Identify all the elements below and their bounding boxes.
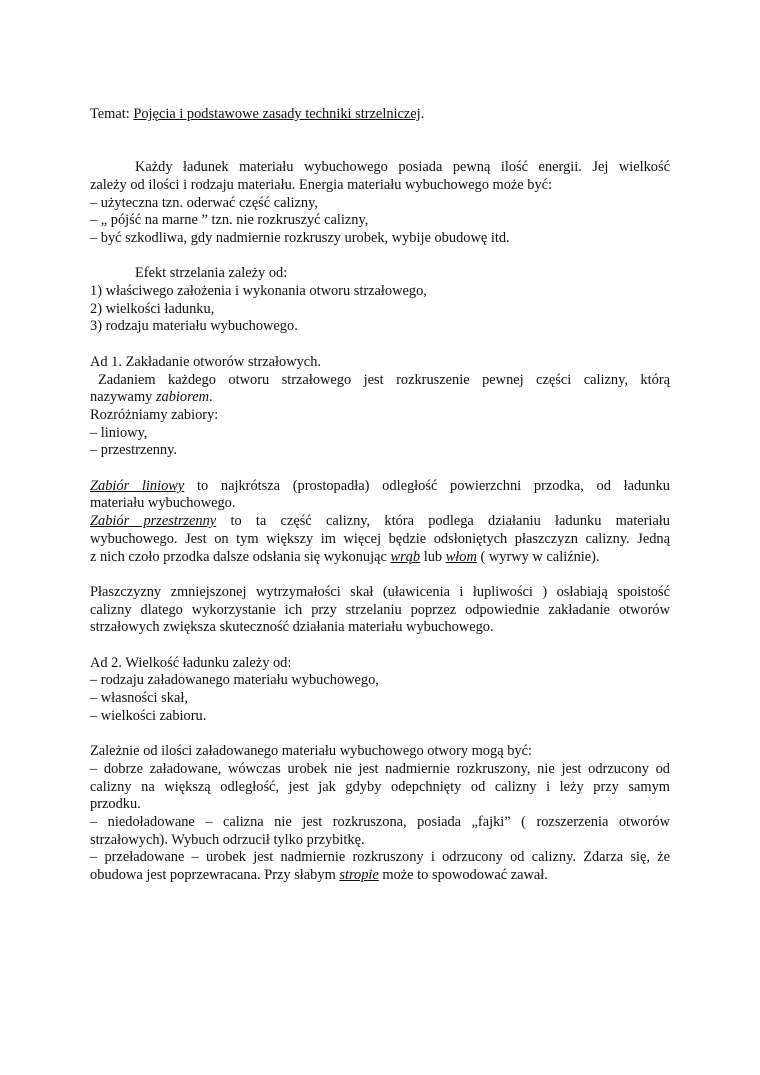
over-line-2-end: może to spowodować zawał. bbox=[378, 867, 548, 884]
linear-line-1-text: to najkrótsza (prostopadła) odległość powierzchni przodka, od ładunku bbox=[184, 477, 670, 494]
planes-line-2: calizny dlatego wykorzystanie ich przy strzelaniu poprzez odpowiednie zakładanie otworów bbox=[90, 601, 670, 618]
spatial-line-2: wybuchowego. Jest on tym większy im więcej będzie odsłoniętych płaszczyzn calizny. Jedną bbox=[90, 530, 670, 547]
ad1-line-1: Zadaniem każdego otworu strzałowego jest rozkruszenie pewnej części calizny, którą bbox=[98, 371, 670, 388]
linear-line-1 bbox=[90, 478, 670, 496]
list-item: – rodzaju załadowanego materiału wybuchowego, bbox=[90, 672, 379, 689]
list-item: 1) właściwego założenia i wykonania otworu strzałowego, bbox=[90, 283, 427, 299]
ad2-heading: Ad 2. Wielkość ładunku zależy od: bbox=[90, 654, 292, 671]
over-line-2 bbox=[90, 867, 670, 885]
under-line-1: – niedoładowane – calizna nie jest rozkruszona, posiada „fajki” ( rozszerzenia otworów bbox=[90, 814, 670, 831]
term-zabior: zabiorem bbox=[155, 389, 209, 406]
term-wrab: wrąb bbox=[390, 548, 421, 565]
under-line-2: strzałowych). Wybuch odrzucił tylko przybitkę. bbox=[90, 831, 365, 848]
list-item: – „ pójść na marne ” tzn. nie rozkruszyć calizny, bbox=[90, 212, 369, 229]
effect-heading: Efekt strzelania zależy od: bbox=[135, 265, 288, 282]
ad1-heading: Ad 1. Zakładanie otworów strzałowych. bbox=[90, 353, 321, 370]
spatial-line-1-text: to ta część calizny, która podlega działaniu ładunku materiału bbox=[216, 513, 670, 530]
list-item: – przestrzenny. bbox=[90, 442, 177, 459]
term-wlom: włom bbox=[445, 548, 477, 565]
term-linear: Zabiór liniowy bbox=[90, 477, 185, 494]
document-page bbox=[90, 106, 670, 885]
list-item: – wielkości zabioru. bbox=[90, 707, 207, 724]
ad1-line-2-text: nazywamy bbox=[90, 389, 156, 406]
over-line-1: – przeładowane – urobek jest nadmiernie rozkruszony i odrzucony od calizny. Zdarza się, że bbox=[90, 849, 670, 866]
linear-line-2: materiału wybuchowego. bbox=[90, 495, 236, 512]
list-item: 3) rodzaju materiału wybuchowego. bbox=[90, 318, 298, 335]
planes-line-3: strzałowych zwiększa skuteczność działania materiału wybuchowego. bbox=[90, 619, 494, 636]
topic-label: Temat: bbox=[90, 106, 130, 122]
distinguish-line: Rozróżniamy zabiory: bbox=[90, 406, 219, 423]
intro-line-1: Każdy ładunek materiału wybuchowego posiada pewną ilość energii. Jej wielkość bbox=[135, 159, 670, 176]
spatial-line-3-end: ( wyrwy w caliźnie). bbox=[476, 548, 600, 565]
list-item: – własności skał, bbox=[90, 690, 188, 707]
loading-heading: Zależnie od ilości załadowanego materiału wybuchowego otwory mogą być: bbox=[90, 743, 532, 760]
intro-line-2: zależy od ilości i rodzaju materiału. Energia materiału wybuchowego może być: bbox=[90, 176, 553, 193]
list-item: – liniowy, bbox=[90, 424, 148, 441]
list-item: 2) wielkości ładunku, bbox=[90, 300, 215, 317]
term-strop: stropie bbox=[339, 867, 379, 884]
planes-line-1: Płaszczyzny zmniejszonej wytrzymałości skał (uławicenia i łupliwości ) osłabiają spoistość bbox=[90, 583, 670, 600]
spatial-line-1 bbox=[90, 513, 670, 531]
ad1-line-2-end: . bbox=[208, 389, 213, 406]
term-spatial: Zabiór przestrzenny bbox=[90, 513, 217, 530]
topic-period: . bbox=[420, 106, 425, 122]
topic-title: Pojęcia i podstawowe zasady techniki strzelniczej bbox=[133, 106, 421, 122]
spatial-line-3 bbox=[90, 549, 670, 567]
ad1-line-2 bbox=[90, 389, 670, 407]
good-line-1: – dobrze załadowane, wówczas urobek nie jest nadmiernie rozkruszony, nie jest odrzucony od bbox=[90, 760, 670, 777]
spatial-line-3-text: z nich czoło przodka dalsze odsłania się wykonując bbox=[90, 548, 391, 565]
good-line-2: calizny na większą odległość, jest jak gdyby odepchnięty od calizny i leży przy samym bbox=[90, 778, 670, 795]
topic-line bbox=[90, 106, 670, 124]
good-line-3: przodku. bbox=[90, 796, 141, 813]
spatial-line-3-mid: lub bbox=[420, 548, 446, 565]
list-item: – być szkodliwa, gdy nadmiernie rozkruszy urobek, wybije obudowę itd. bbox=[90, 229, 510, 246]
list-item: – użyteczna tzn. oderwać część calizny, bbox=[90, 194, 318, 211]
over-line-2-text: obudowa jest poprzewracana. Przy słabym bbox=[90, 867, 340, 884]
